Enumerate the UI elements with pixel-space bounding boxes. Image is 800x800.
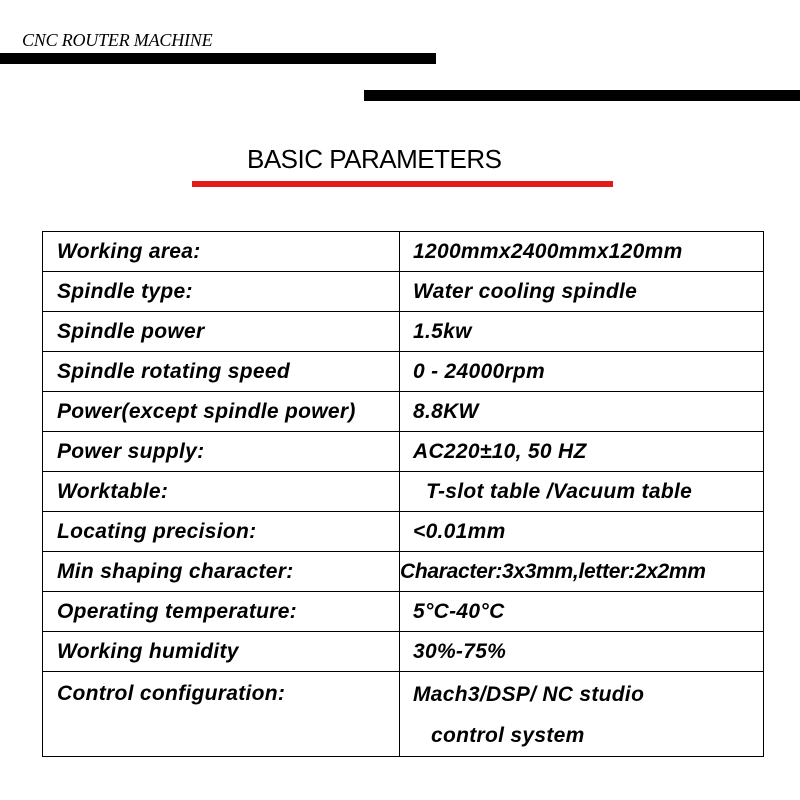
table-row bbox=[43, 312, 764, 352]
param-value: 1200mmx2400mmx120mm bbox=[400, 232, 764, 272]
param-value: Character:3x3mm,letter:2x2mm bbox=[400, 552, 764, 592]
table-row bbox=[43, 432, 764, 472]
param-label: Power(except spindle power) bbox=[43, 392, 400, 432]
parameters-table bbox=[42, 231, 764, 757]
param-value: 30%-75% bbox=[400, 632, 764, 672]
table-row bbox=[43, 672, 764, 757]
param-label: Working humidity bbox=[43, 632, 400, 672]
table-row bbox=[43, 632, 764, 672]
table-row bbox=[43, 472, 764, 512]
section-title: BASIC PARAMETERS bbox=[247, 144, 502, 174]
param-label: Power supply: bbox=[43, 432, 400, 472]
table-row bbox=[43, 232, 764, 272]
param-label: Spindle rotating speed bbox=[43, 352, 400, 392]
param-value bbox=[400, 672, 764, 757]
table-row bbox=[43, 592, 764, 632]
header-bar-left bbox=[0, 53, 436, 64]
param-value: Water cooling spindle bbox=[400, 272, 764, 312]
param-value: 1.5kw bbox=[400, 312, 764, 352]
table-row bbox=[43, 512, 764, 552]
table-row bbox=[43, 272, 764, 312]
param-value: AC220±10, 50 HZ bbox=[400, 432, 764, 472]
param-value-line2: control system bbox=[431, 724, 585, 747]
table-row bbox=[43, 552, 764, 592]
table-row bbox=[43, 392, 764, 432]
param-label: Control configuration: bbox=[43, 672, 400, 757]
section-title-underline bbox=[192, 181, 613, 187]
param-label: Spindle power bbox=[43, 312, 400, 352]
param-value-line1: Mach3/DSP/ NC studio bbox=[413, 683, 645, 706]
param-value: 5°C-40°C bbox=[400, 592, 764, 632]
header-bar-right bbox=[364, 90, 800, 101]
param-label: Locating precision: bbox=[43, 512, 400, 552]
param-value: <0.01mm bbox=[400, 512, 764, 552]
param-label: Operating temperature: bbox=[43, 592, 400, 632]
param-value: T-slot table /Vacuum table bbox=[400, 472, 764, 512]
param-value: 8.8KW bbox=[400, 392, 764, 432]
param-label: Min shaping character: bbox=[43, 552, 400, 592]
table-row bbox=[43, 352, 764, 392]
param-value: 0 - 24000rpm bbox=[400, 352, 764, 392]
header-title: CNC ROUTER MACHINE bbox=[22, 30, 213, 50]
param-label: Working area: bbox=[43, 232, 400, 272]
param-label: Spindle type: bbox=[43, 272, 400, 312]
param-label: Worktable: bbox=[43, 472, 400, 512]
